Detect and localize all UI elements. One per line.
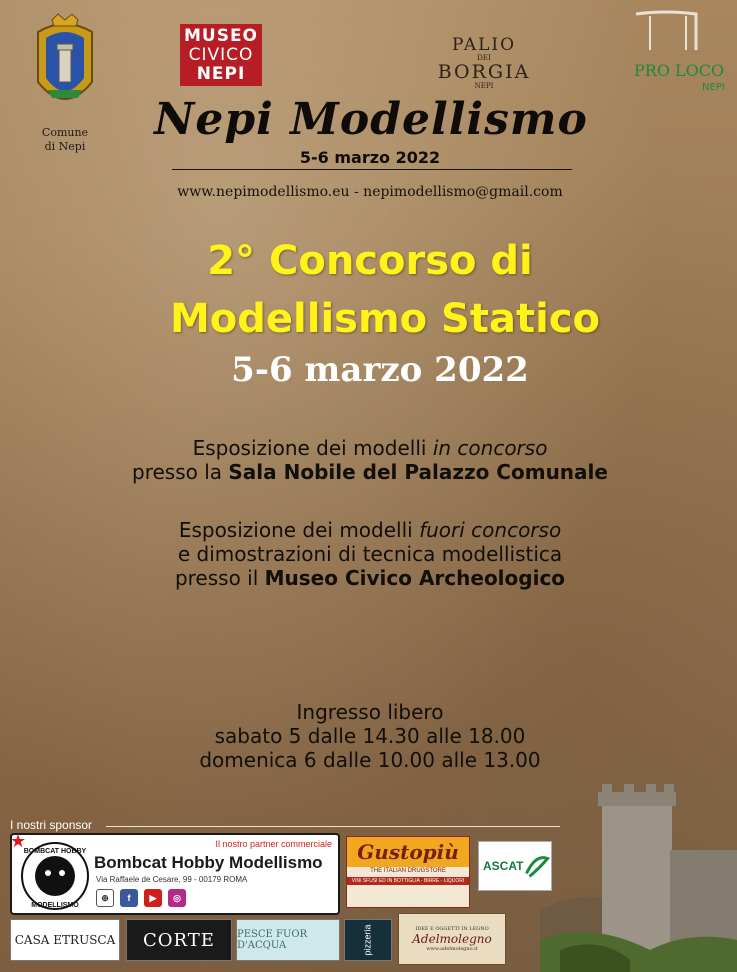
star-icon: ★	[10, 831, 27, 852]
casa-name: CASA ETRUSCA	[14, 933, 116, 947]
palio-line-4: NEPI	[474, 82, 494, 90]
proloco-nepi: NEPI	[702, 82, 725, 93]
sponsor-casa-etrusca[interactable]	[10, 919, 120, 961]
ascat-name: ASCAT	[483, 859, 524, 873]
bombcat-name: Bombcat Hobby Modellismo	[94, 853, 323, 872]
contest-date: 5-6 marzo 2022	[231, 350, 529, 390]
title-divider	[172, 169, 572, 170]
sponsor-gustopiu[interactable]	[346, 836, 470, 908]
bombcat-address: Via Raffaele de Cesare, 99 - 00179 ROMA	[96, 875, 248, 884]
sponsor-la-corte[interactable]	[126, 919, 232, 961]
exhibit2-venue-prefix: presso il	[174, 566, 265, 590]
facebook-icon[interactable]: f	[120, 889, 138, 907]
sunday-hours: domenica 6 dalle 10.00 alle 13.00	[199, 748, 541, 772]
globe-icon[interactable]: ⊕	[96, 889, 114, 907]
badge-bottom-text: MODELLISMO	[31, 902, 79, 909]
museo-civico-logo	[180, 24, 262, 86]
proloco-logo	[626, 10, 732, 94]
sponsor-pesce-fuor-dacqua[interactable]	[236, 919, 340, 961]
event-dates: 5-6 marzo 2022	[299, 148, 441, 167]
gustopiu-sub: THE ITALIAN DRUGSTORE	[370, 868, 446, 874]
free-entry: Ingresso libero	[296, 700, 444, 724]
gustopiu-name: Gustopiù	[347, 837, 469, 867]
bombcat-badge-icon	[20, 841, 90, 911]
event-title: Nepi Modellismo	[154, 94, 588, 145]
sponsor-bombcat[interactable]	[10, 833, 340, 915]
event-contacts: www.nepimodellismo.eu - nepimodellismo@gmail.com	[177, 184, 563, 200]
contest-title	[60, 232, 680, 348]
museo-line-2: CIVICO	[188, 44, 254, 65]
saturday-hours: sabato 5 dalle 14.30 alle 18.00	[214, 724, 526, 748]
partner-label: Il nostro partner commerciale	[215, 839, 332, 849]
palio-line-1: PALIO	[451, 35, 517, 55]
corte-name: CORTE	[143, 929, 215, 951]
proloco-text: PRO LOCO	[634, 61, 725, 80]
exhibit1-text: Esposizione dei modelli	[192, 436, 433, 460]
social-links	[96, 889, 186, 907]
exhibit-fuori-concorso	[40, 518, 700, 590]
museo-line-1: MUSEO	[183, 25, 259, 46]
exhibit1-venue-prefix: presso la	[132, 460, 229, 484]
pesce-name: PESCE FUOR D'ACQUA	[237, 929, 308, 951]
youtube-icon[interactable]: ▶	[144, 889, 162, 907]
adel-site: www.adelmolegno.it	[426, 946, 478, 952]
sponsors-label: I nostri sponsor	[10, 818, 93, 832]
adel-top: IDEE E OGGETTI IN LEGNO	[415, 926, 489, 932]
exhibit2-venue: Museo Civico Archeologico	[264, 566, 566, 590]
sponsor-ascat[interactable]	[478, 841, 552, 891]
sponsor-pizzeria[interactable]	[344, 919, 392, 961]
castle-tower-image	[540, 780, 737, 972]
exhibit2-emph: fuori concorso	[419, 518, 562, 542]
exhibit2-demo: e dimostrazioni di tecnica modellistica	[177, 542, 563, 566]
contest-title-line-2: Modellismo Statico	[169, 296, 601, 342]
gustopiu-band: VINI SFUSI ED IN BOTTIGLIA - BIRRE - LIQUORI	[347, 877, 469, 885]
opening-hours	[40, 700, 700, 772]
exhibit-in-concorso	[40, 436, 700, 484]
museo-line-3: NEPI	[196, 63, 246, 84]
comune-label: Comune di Nepi	[41, 126, 89, 153]
adel-name: Adelmolegno	[412, 932, 492, 946]
palio-borgia-logo	[434, 36, 534, 90]
contest-title-line-1: 2° Concorso di	[207, 238, 533, 284]
sponsor-adelmolegno[interactable]	[398, 913, 506, 965]
comune-crest-icon	[28, 12, 102, 118]
exhibit1-venue: Sala Nobile del Palazzo Comunale	[228, 460, 608, 484]
ascat-swoosh-icon	[525, 846, 551, 886]
pizzeria-name: pizzeria	[362, 924, 373, 956]
sponsors-divider	[106, 826, 560, 827]
badge-top-text: BOMBCAT HOBBY	[23, 848, 87, 855]
exhibit1-emph: in concorso	[432, 436, 548, 460]
palio-line-3: BORGIA	[437, 61, 531, 83]
exhibit2-text: Esposizione dei modelli	[178, 518, 420, 542]
instagram-icon[interactable]: ◎	[168, 889, 186, 907]
palio-line-2: DEI	[477, 54, 491, 62]
